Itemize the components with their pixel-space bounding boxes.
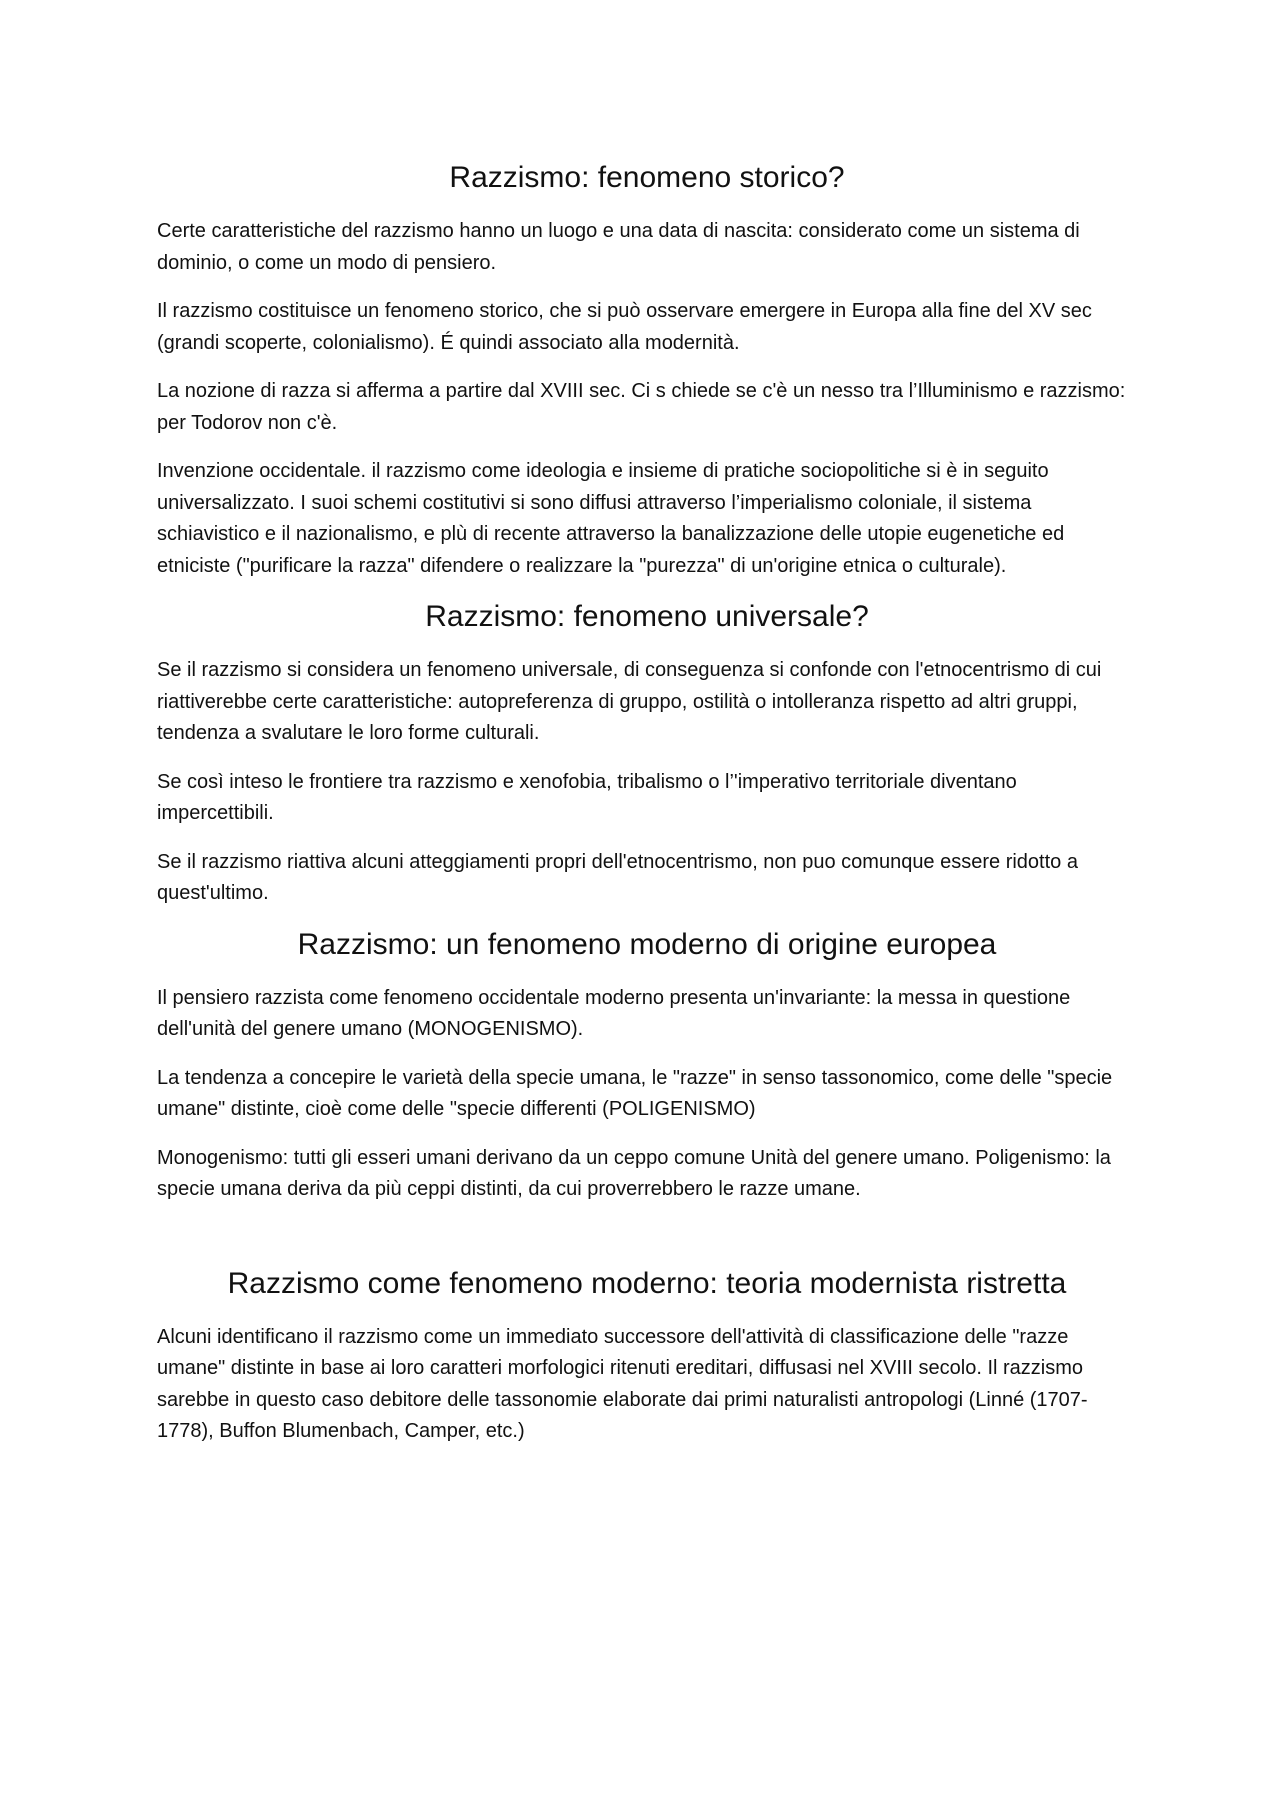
paragraph: Alcuni identificano il razzismo come un immediato successore dell'attività di classificazione delle "razze umane" distinte in base ai loro caratteri morfologici ritenuti ereditari, diffusasi nel XVIII secolo. Il razzismo sarebbe in questo caso debitore delle tassonomie elaborate dai primi naturalisti antropologi (Linné (1707-1778), Buffon Blumenbach, Camper, etc.) <box>157 1325 1088 1442</box>
section-heading: Razzismo: un fenomeno moderno di origine europea <box>297 927 997 961</box>
section-fenomeno-universale <box>157 599 1137 910</box>
section-heading: Razzismo come fenomeno moderno: teoria modernista ristretta <box>227 1266 1067 1300</box>
paragraph: La tendenza a concepire le varietà della specie umana, le "razze" in senso tassonomico, come delle "specie umane" distinte, cioè come delle "specie differenti (POLIGENISMO) <box>157 1066 1113 1120</box>
paragraph: Il razzismo costituisce un fenomeno storico, che si può osservare emergere in Europa alla fine del XV sec (grandi scoperte, colonialismo). É quindi associato alla modernità. <box>157 300 1092 354</box>
paragraph: Invenzione occidentale. il razzismo come ideologia e insieme di pratiche sociopolitiche si è in seguito universalizzato. I suoi schemi costitutivi si sono diffusi attraverso l’imperialismo coloniale, il sistema schiavistico e il nazionalismo, e plù di recente attraverso la banalizzazione delle utopie eugenetiche ed etniciste ("purificare la razza" difendere o realizzare la "purezza" di un'origine etnica o culturale). <box>157 460 1065 577</box>
paragraph: Il pensiero razzista come fenomeno occidentale moderno presenta un'invariante: la messa in questione dell'unità del genere umano (MONOGENISMO). <box>157 986 1071 1040</box>
section-origine-europea <box>157 927 1137 1206</box>
section-teoria-modernista <box>157 1266 1137 1448</box>
paragraph: Certe caratteristiche del razzismo hanno un luogo e una data di nascita: considerato come un sistema di dominio, o come un modo di pensiero. <box>157 220 1080 274</box>
section-fenomeno-storico <box>157 160 1137 582</box>
paragraph: La nozione di razza si afferma a partire dal XVIII sec. Ci s chiede se c'è un nesso tra l’Illuminismo e razzismo: per Todorov non c'è. <box>157 380 1126 434</box>
paragraph: Se il razzismo si considera un fenomeno universale, di conseguenza si confonde con l'etnocentrismo di cui riattiverebbe certe caratteristiche: autopreferenza di gruppo, ostilità o intolleranza rispetto ad altri gruppi, tendenza a svalutare le loro forme culturali. <box>157 659 1102 744</box>
paragraph: Monogenismo: tutti gli esseri umani derivano da un ceppo comune Unità del genere umano. Poligenismo: la specie umana deriva da più ceppi distinti, da cui proverrebbero le razze umane. <box>157 1146 1111 1200</box>
paragraph: Se il razzismo riattiva alcuni atteggiamenti propri dell'etnocentrismo, non puo comunque essere ridotto a quest'ultimo. <box>157 850 1078 904</box>
section-heading: Razzismo: fenomeno storico? <box>449 161 845 194</box>
document-page <box>157 160 1137 1465</box>
paragraph: Se così inteso le frontiere tra razzismo e xenofobia, tribalismo o l’'imperativo territoriale diventano impercettibili. <box>157 770 1017 824</box>
section-heading: Razzismo: fenomeno universale? <box>425 600 869 633</box>
